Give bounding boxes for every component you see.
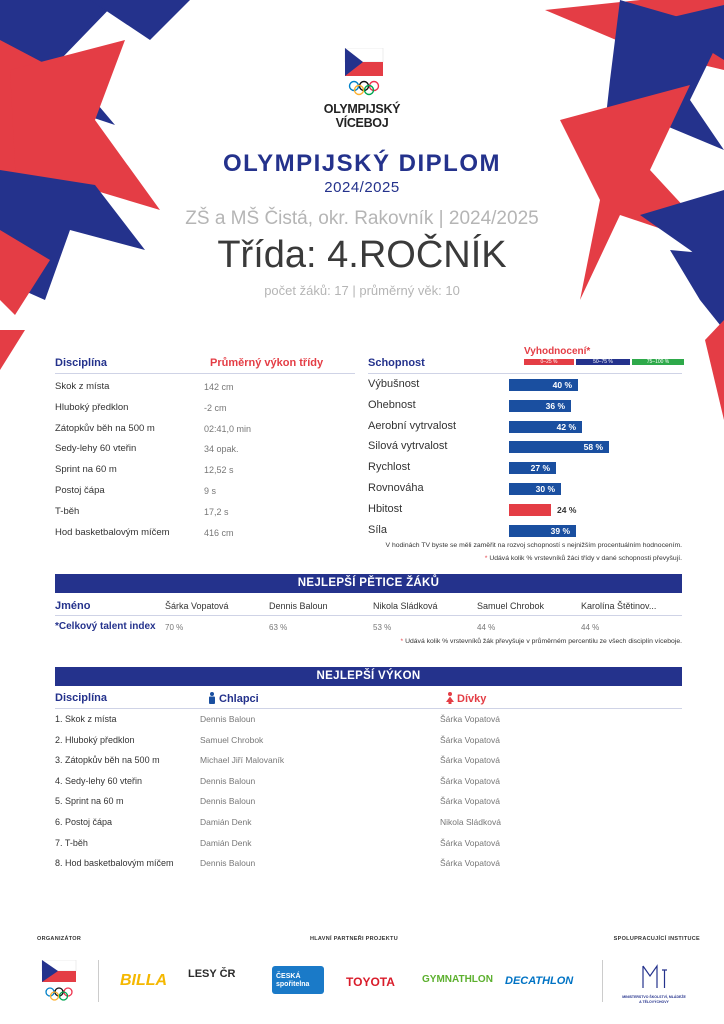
- best-boy: Dennis Baloun: [200, 775, 256, 786]
- best-discipline: 4. Sedy-lehy 60 vteřin: [55, 775, 143, 786]
- class-label: Třída: 4.ROČNÍK: [217, 234, 507, 276]
- ability-bar-label: 24 %: [557, 504, 577, 515]
- best-col-boys-label: Chlapci: [219, 693, 259, 705]
- best-boy: Michael Jiří Malovaník: [200, 755, 285, 766]
- discipline-value: 416 cm: [204, 527, 234, 538]
- discipline-name: Sedy-lehy 60 vteřin: [55, 443, 137, 455]
- olympic-logo: [343, 48, 385, 96]
- decathlon-logo: DECATHLON: [505, 975, 574, 987]
- ability-note: V hodinách TV byste se měli zaměřit na rozvoj schopností s nejnižším procentuálním hodnocením.: [385, 542, 682, 549]
- best-discipline: 3. Zátopkův běh na 500 m: [55, 755, 160, 766]
- top5-footnote: * Udává kolik % vrstevníků žák převyšuje v průměrném percentilu ze všech disciplín víceboje.: [400, 638, 682, 645]
- best-girl: Šárka Vopatová: [440, 775, 501, 786]
- best-boy: Dennis Baloun: [200, 796, 256, 807]
- discipline-value: 142 cm: [204, 382, 234, 392]
- top5-student-name: Samuel Chrobok: [477, 601, 545, 611]
- best-girl: Šárka Vopatová: [440, 755, 501, 766]
- top5-student-talent: 70 %: [165, 623, 184, 632]
- ability-bar: 27 %: [509, 462, 556, 474]
- footer-partners-label: HLAVNÍ PARTNEŘI PROJEKTU: [310, 936, 398, 942]
- ability-bar: 40 %: [509, 379, 578, 391]
- col-discipline: Disciplína: [55, 357, 107, 369]
- ability-name: Rychlost: [368, 461, 411, 474]
- top5-student-name: Nikola Sládková: [373, 601, 438, 611]
- discipline-name: Hluboký předklon: [55, 401, 129, 413]
- footer-organizer-label: ORGANIZÁTOR: [37, 936, 82, 942]
- ability-bar: [509, 504, 551, 516]
- best-discipline: 7. T-běh: [55, 837, 88, 848]
- best-boy: Dennis Baloun: [200, 714, 256, 724]
- legend-segment: 75–100 %: [632, 359, 684, 365]
- best-girl: Nikola Sládková: [440, 817, 501, 827]
- czech-flag-icon: [343, 48, 385, 96]
- gymnathlon-logo: GYMNATHLON: [422, 974, 493, 985]
- ability-bar: 42 %: [509, 421, 582, 433]
- ability-bar: 36 %: [509, 400, 571, 412]
- col-average: Průměrný výkon třídy: [210, 357, 324, 369]
- discipline-name: Skok z místa: [55, 381, 110, 392]
- best-discipline: 1. Skok z místa: [55, 714, 117, 724]
- discipline-name: Sprint na 60 m: [55, 464, 117, 476]
- best-discipline: 2. Hluboký předklon: [55, 734, 135, 745]
- best-discipline: 5. Sprint na 60 m: [55, 796, 124, 807]
- col-ability: Schopnost: [368, 357, 425, 369]
- discipline-name: Hod basketbalovým míčem: [55, 526, 170, 538]
- legend-segment: 50–75 %: [576, 359, 630, 365]
- msmt-emblem-icon: [640, 962, 670, 992]
- top5-student-talent: 44 %: [581, 623, 600, 632]
- best-boy: Damián Denk: [200, 837, 252, 848]
- best-girl: Šárka Vopatová: [440, 858, 501, 869]
- msmt-logo: MINISTERSTVO ŠKOLSTVÍ, MLÁDEŽE A TĚLOVÝCHOVY: [622, 995, 686, 1004]
- best-col-girls: [446, 692, 486, 705]
- top5-talent-label: *Celkový talent index: [55, 621, 156, 632]
- ability-footnote: * Udává kolik % vrstevníků žáci třídy v dané schopnosti převyšují.: [484, 555, 682, 562]
- best-col-girls-label: Dívky: [457, 693, 487, 705]
- top5-student-talent: 53 %: [373, 623, 392, 632]
- footer-institutions-label: SPOLUPRACUJÍCÍ INSTITUCE: [613, 936, 700, 942]
- best-discipline: 8. Hod basketbalovým míčem: [55, 858, 174, 869]
- toyota-logo: TOYOTA: [346, 975, 395, 989]
- best-boy: Samuel Chrobok: [200, 734, 264, 745]
- ability-name: Hbitost: [368, 502, 403, 515]
- discipline-value: 12,52 s: [204, 465, 234, 476]
- legend-segment: 0–25 %: [524, 359, 574, 365]
- discipline-value: 34 opak.: [204, 444, 239, 455]
- ability-name: Aerobní vytrvalost: [368, 419, 457, 432]
- best-col-boys: [208, 692, 259, 705]
- discipline-name: Zátopkův běh na 500 m: [55, 422, 155, 434]
- billa-logo: BILLA: [120, 972, 168, 989]
- best-col-discipline: Disciplína: [55, 692, 107, 704]
- boy-icon: [208, 692, 216, 704]
- ability-footnote-text: Udává kolik % vrstevníků žáci třídy v dané schopnosti převyšují.: [489, 555, 682, 562]
- diploma-title: OLYMPIJSKÝ DIPLOM: [223, 150, 501, 177]
- best-girl: Šárka Vopatová: [440, 734, 501, 745]
- top5-student-name: Karolína Štětinov...: [581, 601, 657, 611]
- brand-name: [0, 102, 724, 130]
- ability-bar: 30 %: [509, 483, 561, 495]
- girl-icon: [446, 692, 454, 704]
- discipline-name: T-běh: [55, 505, 80, 517]
- ability-name: Síla: [368, 523, 387, 536]
- top5-student-name: Šárka Vopatová: [165, 601, 229, 611]
- best-girl: Šárka Vopatová: [440, 714, 501, 724]
- footer-divider: [602, 960, 603, 1002]
- brand-line1: OLYMPIJSKÝ: [323, 102, 401, 116]
- top5-banner: NEJLEPŠÍ PĚTICE ŽÁKŮ: [55, 574, 682, 593]
- discipline-value: 02:41,0 min: [204, 423, 252, 434]
- best-banner: NEJLEPŠÍ VÝKON: [55, 667, 682, 686]
- ability-name: Silová vytrvalost: [368, 440, 448, 453]
- col-evaluation: Vyhodnocení*: [524, 346, 591, 357]
- school-name: ZŠ a MŠ Čistá, okr. Rakovník | 2024/2025: [185, 208, 539, 229]
- brand-line2: VÍCEBOJ: [335, 116, 389, 130]
- ability-name: Výbušnost: [368, 378, 420, 390]
- top5-footnote-text: Udává kolik % vrstevníků žák převyšuje v průměrném percentilu ze všech disciplín víceboje.: [405, 638, 682, 645]
- top5-student-name: Dennis Baloun: [269, 601, 328, 611]
- sporitelna-logo: ČESKÁ spořitelna: [272, 966, 324, 994]
- lesy-logo: LESY ČR: [188, 968, 236, 980]
- best-boy: Damián Denk: [200, 817, 252, 827]
- top5-student-talent: 63 %: [269, 623, 288, 632]
- discipline-value: 9 s: [204, 486, 217, 496]
- ability-bar: 39 %: [509, 525, 576, 537]
- top5-student-talent: 44 %: [477, 623, 496, 632]
- best-girl: Šárka Vopatová: [440, 837, 501, 848]
- organizer-logo-icon: [40, 960, 80, 1004]
- ability-name: Rovnováha: [368, 482, 424, 494]
- best-girl: Šárka Vopatová: [440, 796, 501, 807]
- best-discipline: 6. Postoj čápa: [55, 817, 113, 827]
- discipline-name: Postoj čápa: [55, 485, 105, 496]
- discipline-value: 17,2 s: [204, 506, 229, 517]
- discipline-value: -2 cm: [204, 402, 227, 413]
- class-meta: počet žáků: 17 | průměrný věk: 10: [264, 283, 460, 298]
- ability-name: Ohebnost: [368, 398, 416, 411]
- season: 2024/2025: [324, 179, 400, 196]
- best-boy: Dennis Baloun: [200, 858, 256, 869]
- ability-bar: 58 %: [509, 441, 609, 453]
- footer-divider: [98, 960, 99, 1002]
- top5-name-label: Jméno: [55, 600, 91, 612]
